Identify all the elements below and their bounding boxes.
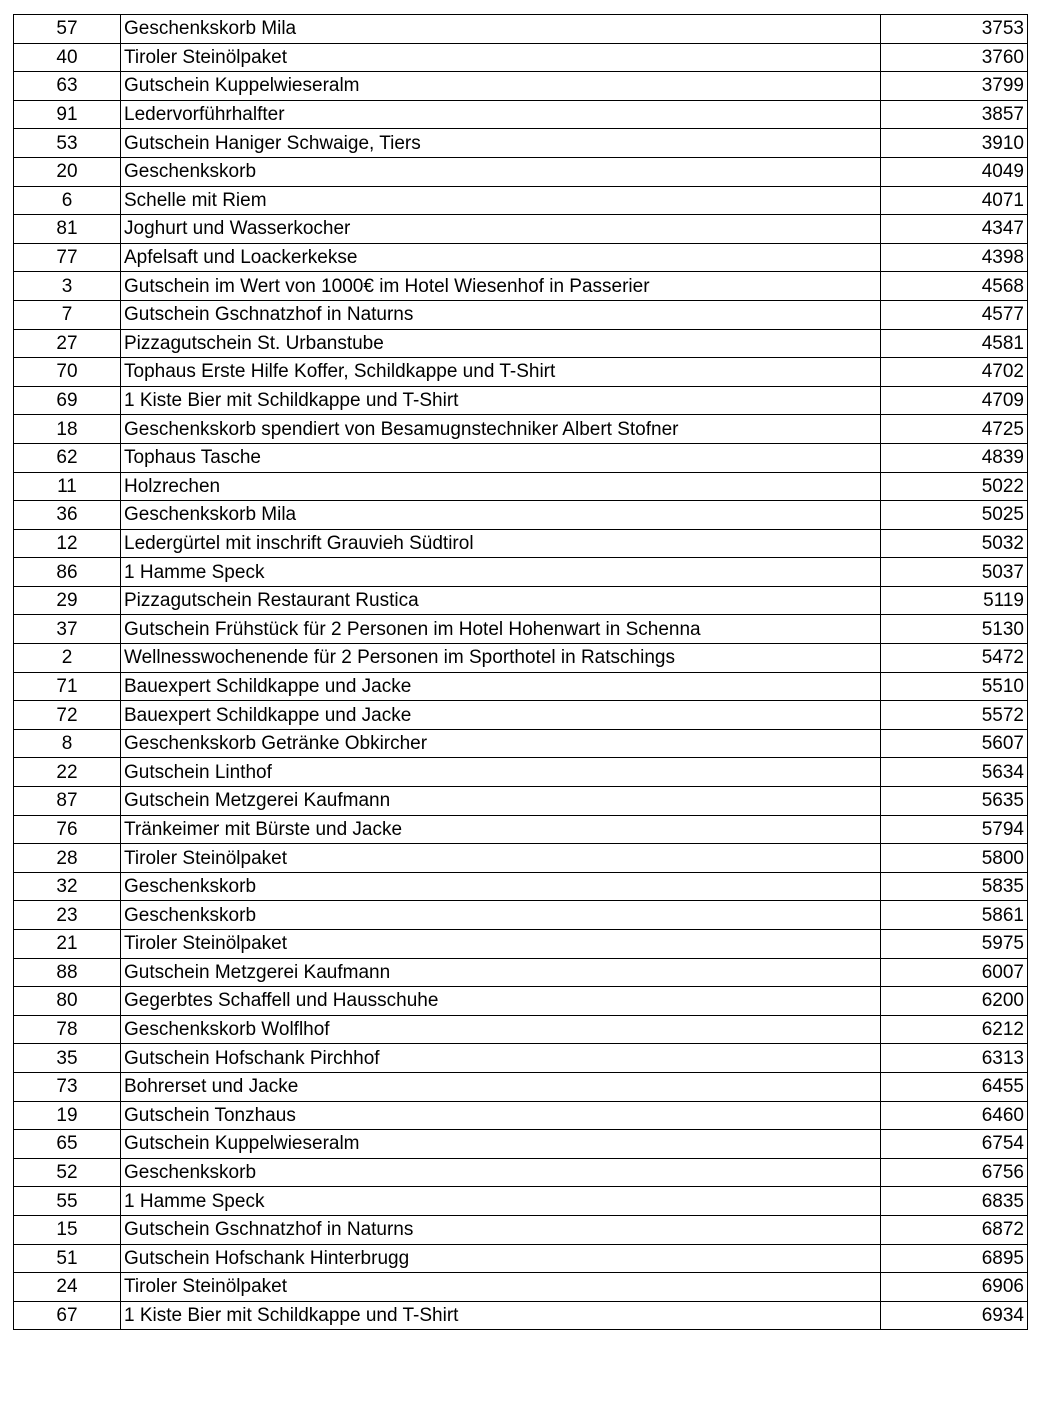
table-row bbox=[14, 415, 1028, 444]
table-row bbox=[14, 701, 1028, 730]
table-row bbox=[14, 1130, 1028, 1159]
ticket-number-cell: 3857 bbox=[881, 100, 1028, 129]
row-number-cell: 29 bbox=[14, 586, 121, 615]
row-number-cell: 91 bbox=[14, 100, 121, 129]
row-number-cell: 71 bbox=[14, 672, 121, 701]
ticket-number-cell: 6906 bbox=[881, 1273, 1028, 1302]
table-row bbox=[14, 472, 1028, 501]
row-number-cell: 23 bbox=[14, 901, 121, 930]
prize-name-cell: 1 Hamme Speck bbox=[121, 558, 881, 587]
row-number-cell: 81 bbox=[14, 215, 121, 244]
prize-name-cell: Gutschein Kuppelwieseralm bbox=[121, 1130, 881, 1159]
prize-name-cell: Geschenkskorb Getränke Obkircher bbox=[121, 729, 881, 758]
prize-name-cell: Tiroler Steinölpaket bbox=[121, 930, 881, 959]
prize-name-cell: Tiroler Steinölpaket bbox=[121, 43, 881, 72]
table-row bbox=[14, 215, 1028, 244]
prize-name-cell: Gegerbtes Schaffell und Hausschuhe bbox=[121, 987, 881, 1016]
table-row bbox=[14, 930, 1028, 959]
row-number-cell: 40 bbox=[14, 43, 121, 72]
row-number-cell: 32 bbox=[14, 872, 121, 901]
row-number-cell: 27 bbox=[14, 329, 121, 358]
row-number-cell: 22 bbox=[14, 758, 121, 787]
prize-name-cell: Tiroler Steinölpaket bbox=[121, 1273, 881, 1302]
table-row bbox=[14, 758, 1028, 787]
table-row bbox=[14, 1072, 1028, 1101]
row-number-cell: 62 bbox=[14, 443, 121, 472]
ticket-number-cell: 6835 bbox=[881, 1187, 1028, 1216]
ticket-number-cell: 5635 bbox=[881, 787, 1028, 816]
table-row bbox=[14, 872, 1028, 901]
prize-name-cell: Gutschein Metzgerei Kaufmann bbox=[121, 787, 881, 816]
prize-table-body bbox=[14, 15, 1028, 1330]
prize-name-cell: Gutschein Frühstück für 2 Personen im Hotel Hohenwart in Schenna bbox=[121, 615, 881, 644]
row-number-cell: 24 bbox=[14, 1273, 121, 1302]
table-row bbox=[14, 615, 1028, 644]
table-row bbox=[14, 443, 1028, 472]
ticket-number-cell: 3799 bbox=[881, 72, 1028, 101]
prize-name-cell: Gutschein Hofschank Hinterbrugg bbox=[121, 1244, 881, 1273]
ticket-number-cell: 5975 bbox=[881, 930, 1028, 959]
table-row bbox=[14, 129, 1028, 158]
ticket-number-cell: 5032 bbox=[881, 529, 1028, 558]
ticket-number-cell: 4725 bbox=[881, 415, 1028, 444]
row-number-cell: 6 bbox=[14, 186, 121, 215]
ticket-number-cell: 6460 bbox=[881, 1101, 1028, 1130]
row-number-cell: 3 bbox=[14, 272, 121, 301]
prize-name-cell: Pizzagutschein St. Urbanstube bbox=[121, 329, 881, 358]
prize-name-cell: Bohrerset und Jacke bbox=[121, 1072, 881, 1101]
ticket-number-cell: 4347 bbox=[881, 215, 1028, 244]
prize-name-cell: Gutschein Gschnatzhof in Naturns bbox=[121, 300, 881, 329]
ticket-number-cell: 6895 bbox=[881, 1244, 1028, 1273]
ticket-number-cell: 4702 bbox=[881, 358, 1028, 387]
table-row bbox=[14, 1158, 1028, 1187]
row-number-cell: 69 bbox=[14, 386, 121, 415]
ticket-number-cell: 4398 bbox=[881, 243, 1028, 272]
table-row bbox=[14, 1101, 1028, 1130]
row-number-cell: 12 bbox=[14, 529, 121, 558]
prize-name-cell: 1 Kiste Bier mit Schildkappe und T-Shirt bbox=[121, 1301, 881, 1330]
row-number-cell: 55 bbox=[14, 1187, 121, 1216]
ticket-number-cell: 5835 bbox=[881, 872, 1028, 901]
row-number-cell: 7 bbox=[14, 300, 121, 329]
row-number-cell: 70 bbox=[14, 358, 121, 387]
prize-name-cell: Ledervorführhalfter bbox=[121, 100, 881, 129]
ticket-number-cell: 6455 bbox=[881, 1072, 1028, 1101]
table-row bbox=[14, 787, 1028, 816]
row-number-cell: 86 bbox=[14, 558, 121, 587]
prize-name-cell: 1 Kiste Bier mit Schildkappe und T-Shirt bbox=[121, 386, 881, 415]
prize-name-cell: Holzrechen bbox=[121, 472, 881, 501]
row-number-cell: 67 bbox=[14, 1301, 121, 1330]
row-number-cell: 20 bbox=[14, 157, 121, 186]
ticket-number-cell: 5572 bbox=[881, 701, 1028, 730]
prize-name-cell: 1 Hamme Speck bbox=[121, 1187, 881, 1216]
table-row bbox=[14, 729, 1028, 758]
table-row bbox=[14, 1301, 1028, 1330]
table-row bbox=[14, 987, 1028, 1016]
prize-name-cell: Gutschein Tonzhaus bbox=[121, 1101, 881, 1130]
prize-name-cell: Pizzagutschein Restaurant Rustica bbox=[121, 586, 881, 615]
prize-name-cell: Geschenkskorb bbox=[121, 157, 881, 186]
row-number-cell: 88 bbox=[14, 958, 121, 987]
ticket-number-cell: 5861 bbox=[881, 901, 1028, 930]
table-row bbox=[14, 815, 1028, 844]
row-number-cell: 77 bbox=[14, 243, 121, 272]
ticket-number-cell: 6754 bbox=[881, 1130, 1028, 1159]
prize-name-cell: Joghurt und Wasserkocher bbox=[121, 215, 881, 244]
table-row bbox=[14, 844, 1028, 873]
ticket-number-cell: 4071 bbox=[881, 186, 1028, 215]
table-row bbox=[14, 358, 1028, 387]
table-row bbox=[14, 243, 1028, 272]
ticket-number-cell: 5607 bbox=[881, 729, 1028, 758]
prize-name-cell: Gutschein Haniger Schwaige, Tiers bbox=[121, 129, 881, 158]
prize-name-cell: Gutschein Kuppelwieseralm bbox=[121, 72, 881, 101]
prize-name-cell: Geschenkskorb Wolflhof bbox=[121, 1015, 881, 1044]
ticket-number-cell: 4049 bbox=[881, 157, 1028, 186]
row-number-cell: 18 bbox=[14, 415, 121, 444]
prize-name-cell: Gutschein Gschnatzhof in Naturns bbox=[121, 1215, 881, 1244]
prize-name-cell: Geschenkskorb Mila bbox=[121, 501, 881, 530]
row-number-cell: 51 bbox=[14, 1244, 121, 1273]
table-row bbox=[14, 329, 1028, 358]
row-number-cell: 15 bbox=[14, 1215, 121, 1244]
prize-name-cell: Bauexpert Schildkappe und Jacke bbox=[121, 701, 881, 730]
prize-name-cell: Gutschein Linthof bbox=[121, 758, 881, 787]
table-row bbox=[14, 672, 1028, 701]
table-row bbox=[14, 644, 1028, 673]
ticket-number-cell: 4568 bbox=[881, 272, 1028, 301]
table-row bbox=[14, 72, 1028, 101]
row-number-cell: 53 bbox=[14, 129, 121, 158]
row-number-cell: 28 bbox=[14, 844, 121, 873]
row-number-cell: 78 bbox=[14, 1015, 121, 1044]
row-number-cell: 2 bbox=[14, 644, 121, 673]
row-number-cell: 52 bbox=[14, 1158, 121, 1187]
table-row bbox=[14, 1215, 1028, 1244]
table-row bbox=[14, 100, 1028, 129]
prize-name-cell: Schelle mit Riem bbox=[121, 186, 881, 215]
row-number-cell: 37 bbox=[14, 615, 121, 644]
prize-name-cell: Gutschein Hofschank Pirchhof bbox=[121, 1044, 881, 1073]
row-number-cell: 65 bbox=[14, 1130, 121, 1159]
ticket-number-cell: 5022 bbox=[881, 472, 1028, 501]
table-row bbox=[14, 157, 1028, 186]
ticket-number-cell: 6756 bbox=[881, 1158, 1028, 1187]
table-row bbox=[14, 272, 1028, 301]
table-row bbox=[14, 300, 1028, 329]
prize-name-cell: Gutschein Metzgerei Kaufmann bbox=[121, 958, 881, 987]
ticket-number-cell: 5510 bbox=[881, 672, 1028, 701]
row-number-cell: 57 bbox=[14, 15, 121, 44]
row-number-cell: 80 bbox=[14, 987, 121, 1016]
ticket-number-cell: 3760 bbox=[881, 43, 1028, 72]
ticket-number-cell: 6212 bbox=[881, 1015, 1028, 1044]
row-number-cell: 21 bbox=[14, 930, 121, 959]
table-row bbox=[14, 901, 1028, 930]
table-row bbox=[14, 1187, 1028, 1216]
ticket-number-cell: 5025 bbox=[881, 501, 1028, 530]
ticket-number-cell: 6313 bbox=[881, 1044, 1028, 1073]
ticket-number-cell: 4577 bbox=[881, 300, 1028, 329]
table-row bbox=[14, 558, 1028, 587]
prize-name-cell: Geschenkskorb Mila bbox=[121, 15, 881, 44]
ticket-number-cell: 6872 bbox=[881, 1215, 1028, 1244]
ticket-number-cell: 4839 bbox=[881, 443, 1028, 472]
ticket-number-cell: 4709 bbox=[881, 386, 1028, 415]
ticket-number-cell: 6200 bbox=[881, 987, 1028, 1016]
prize-name-cell: Tophaus Erste Hilfe Koffer, Schildkappe und T-Shirt bbox=[121, 358, 881, 387]
row-number-cell: 72 bbox=[14, 701, 121, 730]
ticket-number-cell: 5800 bbox=[881, 844, 1028, 873]
row-number-cell: 87 bbox=[14, 787, 121, 816]
prize-name-cell: Geschenkskorb bbox=[121, 901, 881, 930]
table-row bbox=[14, 1273, 1028, 1302]
table-row bbox=[14, 1244, 1028, 1273]
table-row bbox=[14, 958, 1028, 987]
prize-name-cell: Bauexpert Schildkappe und Jacke bbox=[121, 672, 881, 701]
prize-name-cell: Gutschein im Wert von 1000€ im Hotel Wiesenhof in Passerier bbox=[121, 272, 881, 301]
prize-name-cell: Tränkeimer mit Bürste und Jacke bbox=[121, 815, 881, 844]
table-row bbox=[14, 15, 1028, 44]
ticket-number-cell: 3753 bbox=[881, 15, 1028, 44]
row-number-cell: 76 bbox=[14, 815, 121, 844]
prize-name-cell: Tiroler Steinölpaket bbox=[121, 844, 881, 873]
prize-table bbox=[13, 14, 1028, 1330]
table-row bbox=[14, 1015, 1028, 1044]
ticket-number-cell: 6934 bbox=[881, 1301, 1028, 1330]
prize-name-cell: Geschenkskorb bbox=[121, 872, 881, 901]
prize-name-cell: Ledergürtel mit inschrift Grauvieh Südtirol bbox=[121, 529, 881, 558]
prize-name-cell: Geschenkskorb bbox=[121, 1158, 881, 1187]
ticket-number-cell: 3910 bbox=[881, 129, 1028, 158]
ticket-number-cell: 5472 bbox=[881, 644, 1028, 673]
ticket-number-cell: 6007 bbox=[881, 958, 1028, 987]
table-row bbox=[14, 586, 1028, 615]
table-row bbox=[14, 1044, 1028, 1073]
row-number-cell: 63 bbox=[14, 72, 121, 101]
row-number-cell: 35 bbox=[14, 1044, 121, 1073]
table-row bbox=[14, 386, 1028, 415]
row-number-cell: 8 bbox=[14, 729, 121, 758]
prize-name-cell: Apfelsaft und Loackerkekse bbox=[121, 243, 881, 272]
prize-name-cell: Tophaus Tasche bbox=[121, 443, 881, 472]
ticket-number-cell: 5794 bbox=[881, 815, 1028, 844]
row-number-cell: 19 bbox=[14, 1101, 121, 1130]
ticket-number-cell: 5130 bbox=[881, 615, 1028, 644]
ticket-number-cell: 5634 bbox=[881, 758, 1028, 787]
ticket-number-cell: 5037 bbox=[881, 558, 1028, 587]
table-row bbox=[14, 529, 1028, 558]
table-row bbox=[14, 186, 1028, 215]
table-row bbox=[14, 501, 1028, 530]
ticket-number-cell: 4581 bbox=[881, 329, 1028, 358]
prize-name-cell: Geschenkskorb spendiert von Besamugnstechniker Albert Stofner bbox=[121, 415, 881, 444]
prize-name-cell: Wellnesswochenende für 2 Personen im Sporthotel in Ratschings bbox=[121, 644, 881, 673]
row-number-cell: 73 bbox=[14, 1072, 121, 1101]
row-number-cell: 36 bbox=[14, 501, 121, 530]
row-number-cell: 11 bbox=[14, 472, 121, 501]
ticket-number-cell: 5119 bbox=[881, 586, 1028, 615]
table-row bbox=[14, 43, 1028, 72]
